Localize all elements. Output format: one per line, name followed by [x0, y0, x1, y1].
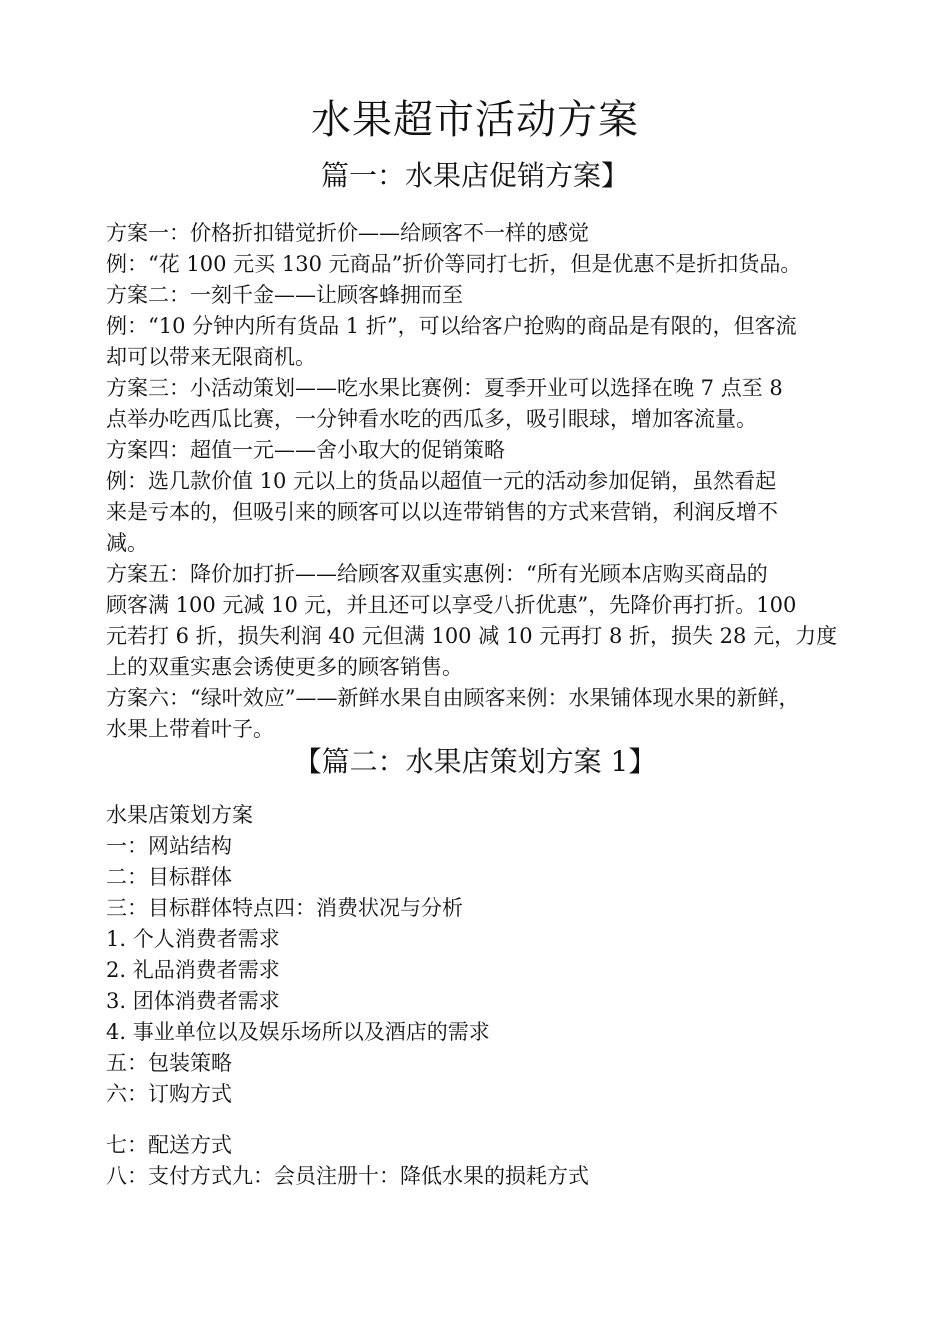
text-line: 例：选几款价值 10 元以上的货品以超值一元的活动参加促销，虽然看起 [106, 469, 777, 493]
text-line: 顾客满 100 元减 10 元，并且还可以享受八折优惠”，先降价再打折。100 [106, 593, 797, 617]
list-item: 1. 个人消费者需求 [106, 927, 280, 951]
text-line: 方案五：降价加打折——给顾客双重实惠例：“所有光顾本店购买商品的 [106, 562, 768, 586]
section1-heading: 篇一：水果店促销方案】 [320, 159, 629, 192]
list-item: 4. 事业单位以及娱乐场所以及酒店的需求 [106, 1020, 490, 1044]
text-line: 例：“10 分钟内所有货品 1 折”，可以给客户抢购的商品是有限的，但客流 [106, 314, 797, 338]
text-line: 上的双重实惠会诱使更多的顾客销售。 [106, 655, 463, 679]
text-line: 方案三：小活动策划——吃水果比赛例：夏季开业可以选择在晚 7 点至 8 [106, 376, 783, 400]
text-line: 点举办吃西瓜比赛，一分钟看水吃的西瓜多，吸引眼球，增加客流量。 [106, 407, 757, 431]
text-line: 二：目标群体 [106, 865, 232, 889]
text-line: 减。 [106, 531, 148, 555]
list-item: 3. 团体消费者需求 [106, 989, 280, 1013]
list-item: 2. 礼品消费者需求 [106, 958, 280, 982]
text-line: 元若打 6 折，损失利润 40 元但满 100 减 10 元再打 8 折，损失 28 元，力度 [106, 624, 838, 648]
text-line: 一：网站结构 [106, 834, 232, 858]
section2-body [106, 800, 866, 1110]
section3-body [106, 1130, 866, 1192]
text-line: 却可以带来无限商机。 [106, 345, 316, 369]
text-line: 五：包装策略 [106, 1051, 232, 1075]
text-line: 方案二：一刻千金——让顾客蜂拥而至 [106, 283, 463, 307]
text-line: 三：目标群体特点四：消费状况与分析 [106, 896, 463, 920]
document-title: 水果超市活动方案 [311, 97, 639, 143]
text-line: 七：配送方式 [106, 1133, 232, 1157]
text-line: 六：订购方式 [106, 1082, 232, 1106]
text-line: 水果店策划方案 [106, 803, 253, 827]
text-line: 例：“花 100 元买 130 元商品”折价等同打七折，但是优惠不是折扣货品。 [106, 252, 802, 276]
section2-heading: 【篇二：水果店策划方案 1】 [293, 745, 657, 778]
text-line: 方案六：“绿叶效应”——新鲜水果自由顾客来例：水果铺体现水果的新鲜， [106, 686, 800, 710]
text-line: 八：支付方式九：会员注册十：降低水果的损耗方式 [106, 1164, 589, 1188]
text-line: 来是亏本的，但吸引来的顾客可以以连带销售的方式来营销，利润反增不 [106, 500, 778, 524]
section1-body [106, 218, 866, 745]
text-line: 方案一：价格折扣错觉折价——给顾客不一样的感觉 [106, 221, 589, 245]
text-line: 水果上带着叶子。 [106, 717, 274, 741]
text-line: 方案四：超值一元——舍小取大的促销策略 [106, 438, 505, 462]
